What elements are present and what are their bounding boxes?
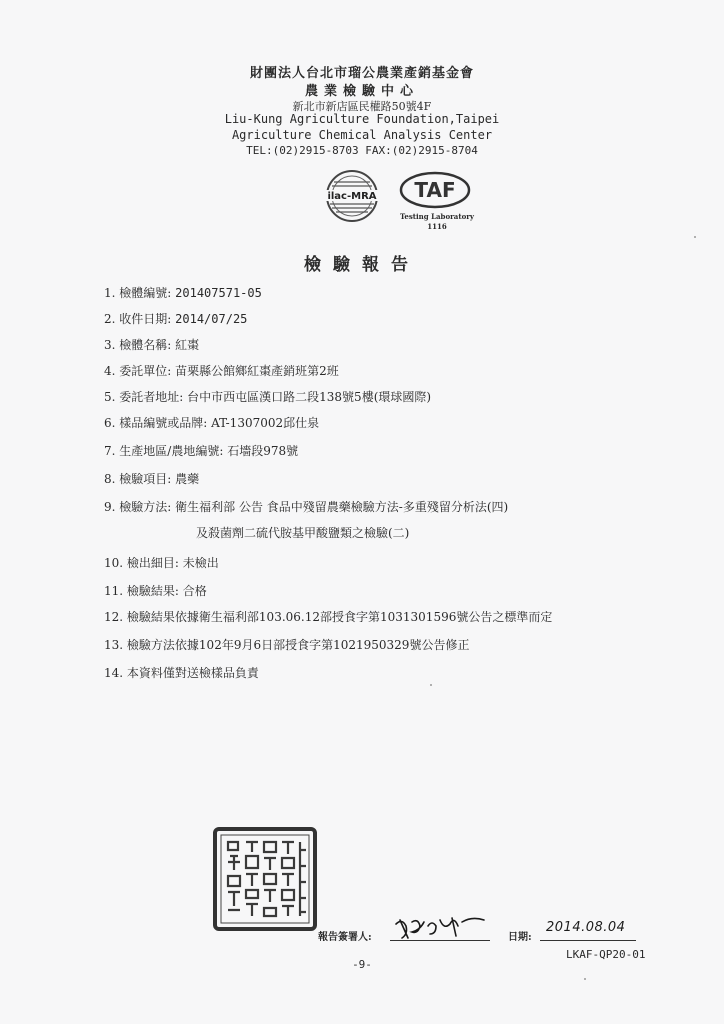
handwritten-signature bbox=[392, 912, 492, 942]
item-disclaimer bbox=[104, 664, 259, 681]
item-label: 檢出細目: bbox=[126, 556, 179, 570]
item-label: 委託單位: bbox=[119, 364, 172, 378]
item-label: 本資料僅對送檢樣品負責 bbox=[126, 666, 259, 680]
signer-label: 報告簽署人: bbox=[318, 932, 372, 943]
item-label: 生產地區/農地編號: bbox=[119, 444, 224, 458]
item-detail bbox=[104, 554, 219, 571]
item-number: 10. bbox=[104, 556, 124, 570]
scan-speck bbox=[694, 236, 696, 238]
item-number: 2. bbox=[104, 312, 116, 326]
taf-text: TAF bbox=[414, 178, 456, 202]
item-value: 201407571-05 bbox=[175, 286, 262, 300]
date-line bbox=[540, 940, 636, 941]
item-label: 檢驗方法依據102年9月6日部授食字第1021950329號公告修正 bbox=[126, 638, 470, 652]
item-value: 紅棗 bbox=[175, 338, 200, 352]
item-client-address bbox=[104, 388, 431, 405]
taf-number: 1116 bbox=[427, 222, 447, 231]
date-value: 2014.08.04 bbox=[546, 920, 626, 935]
item-label: 檢驗方法: bbox=[119, 500, 172, 514]
item-result bbox=[104, 582, 207, 599]
item-value: AT-1307002邱仕泉 bbox=[211, 416, 320, 430]
center-name-en: Agriculture Chemical Analysis Center bbox=[231, 128, 493, 142]
item-number: 13. bbox=[104, 638, 124, 652]
org-name-zh: 財團法人台北市瑠公農業產銷基金會 bbox=[249, 66, 474, 81]
item-test-item bbox=[104, 470, 199, 487]
report-title: 檢驗報告 bbox=[304, 255, 420, 275]
item-number: 12. bbox=[104, 610, 124, 624]
accreditation-logos bbox=[312, 168, 482, 240]
form-code: LKAF-QP20-01 bbox=[566, 948, 646, 961]
official-seal-stamp bbox=[212, 826, 318, 932]
center-name-zh: 農業檢驗中心 bbox=[304, 84, 419, 99]
item-number: 1. bbox=[104, 286, 116, 300]
item-sample-id bbox=[104, 284, 262, 301]
ilac-mra-logo bbox=[312, 168, 392, 224]
item-value: 衛生福利部 公告 食品中殘留農藥檢驗方法-多重殘留分析法(四) bbox=[175, 500, 509, 514]
item-origin bbox=[104, 442, 298, 459]
item-number: 11. bbox=[104, 584, 124, 598]
signature-row bbox=[318, 918, 648, 942]
item-label: 收件日期: bbox=[119, 312, 172, 326]
item-number: 7. bbox=[104, 444, 116, 458]
item-label: 檢驗結果依據衛生福利部103.06.12部授食字第1031301596號公告之標準而定 bbox=[126, 610, 553, 624]
contact-info: TEL:(02)2915-8703 FAX:(02)2915-8704 bbox=[246, 144, 478, 157]
taf-logo bbox=[398, 170, 472, 210]
item-number: 8. bbox=[104, 472, 116, 486]
item-value: 2014/07/25 bbox=[175, 312, 248, 326]
item-number: 14. bbox=[104, 666, 124, 680]
taf-caption: Testing Laboratory bbox=[399, 212, 475, 221]
item-standard-basis bbox=[104, 608, 552, 625]
item-label: 檢體名稱: bbox=[119, 338, 172, 352]
item-receive-date bbox=[104, 310, 247, 327]
scan-speck bbox=[430, 684, 432, 686]
item-value: 苗栗縣公館鄉紅棗產銷班第2班 bbox=[175, 364, 339, 378]
item-label: 檢體編號: bbox=[119, 286, 172, 300]
item-value: 台中市西屯區漢口路二段138號5樓(環球國際) bbox=[187, 390, 432, 404]
page-number: -9- bbox=[352, 958, 372, 971]
item-test-method bbox=[104, 498, 508, 515]
item-test-method-cont: 及殺菌劑二硫代胺基甲酸鹽類之檢驗(二) bbox=[196, 526, 410, 540]
address-zh: 新北市新店區民權路50號4F bbox=[292, 100, 432, 113]
item-value: 合格 bbox=[182, 584, 207, 598]
item-method-basis bbox=[104, 636, 469, 653]
item-sample-brand bbox=[104, 414, 319, 431]
item-value: 農藥 bbox=[175, 472, 200, 486]
date-label: 日期: bbox=[508, 932, 532, 943]
org-name-en: Liu-Kung Agriculture Foundation,Taipei bbox=[224, 112, 500, 126]
item-number: 5. bbox=[104, 390, 116, 404]
item-number: 3. bbox=[104, 338, 116, 352]
item-label: 檢驗結果: bbox=[126, 584, 179, 598]
ilac-text: ilac-MRA bbox=[327, 191, 377, 202]
item-value: 石墻段978號 bbox=[227, 444, 299, 458]
item-number: 9. bbox=[104, 500, 116, 514]
item-label: 委託者地址: bbox=[119, 390, 184, 404]
item-number: 6. bbox=[104, 416, 116, 430]
scan-speck bbox=[584, 978, 586, 980]
item-label: 檢驗項目: bbox=[119, 472, 172, 486]
item-label: 樣品編號或品牌: bbox=[119, 416, 208, 430]
item-number: 4. bbox=[104, 364, 116, 378]
item-client bbox=[104, 362, 339, 379]
item-value: 未檢出 bbox=[182, 556, 219, 570]
item-sample-name bbox=[104, 336, 199, 353]
